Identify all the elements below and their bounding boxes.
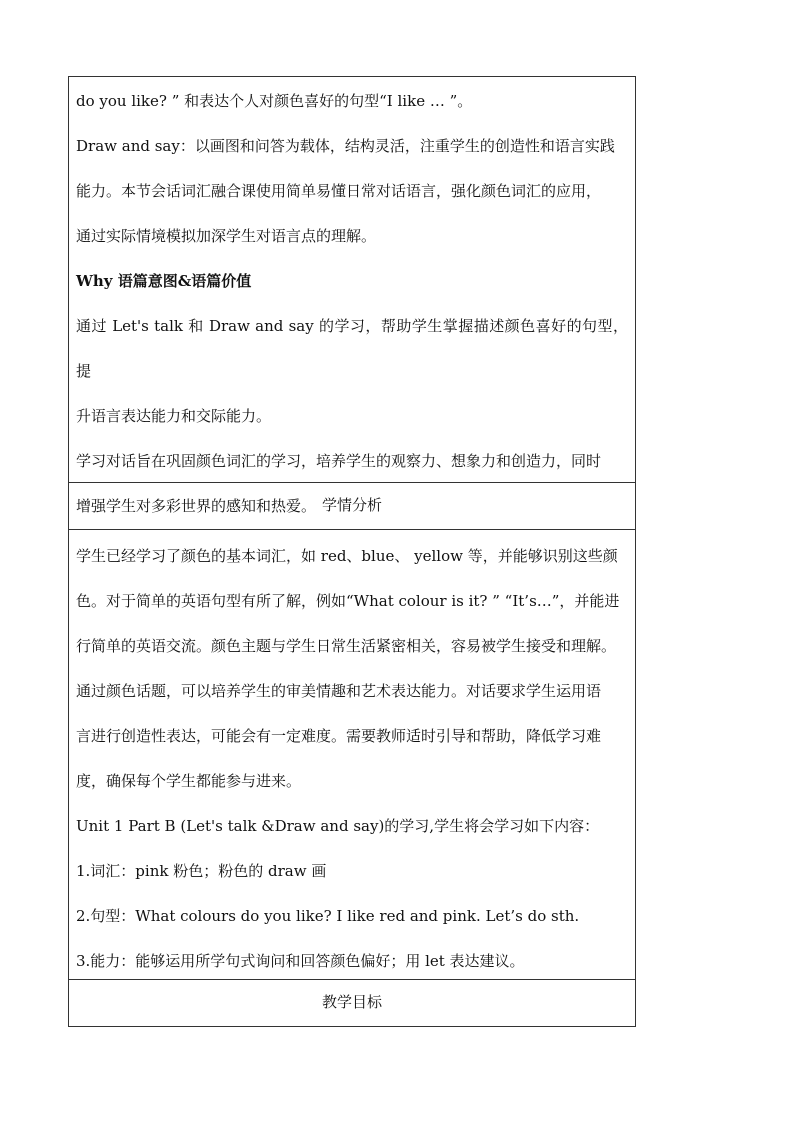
paragraph-line: do you like? ” 和表达个人对颜色喜好的句型“I like … ”。 bbox=[76, 92, 473, 110]
unit-intro-line: Unit 1 Part B (Let's talk &Draw and say)的学习,学生将会学习如下内容： bbox=[76, 817, 600, 835]
paragraph-line: 增强学生对多彩世界的感知和热爱。 bbox=[76, 497, 317, 515]
paragraph-line: 能力。本节会话词汇融合课使用简单易懂日常对话语言，强化颜色词汇的应用， bbox=[76, 182, 602, 200]
ability-item: 3.能力：能够运用所学句式询问和回答颜色偏好；用 let 表达建议。 bbox=[76, 952, 525, 970]
paragraph-line: 度，确保每个学生都能参与进来。 bbox=[76, 772, 302, 790]
paragraph-line: 升语言表达能力和交际能力。 bbox=[76, 407, 272, 425]
paragraph-line: 学习对话旨在巩固颜色词汇的学习，培养学生的观察力、想象力和创造力，同时 bbox=[76, 452, 602, 470]
lesson-plan-table bbox=[68, 76, 636, 1027]
paragraph-line: Draw and say：以画图和问答为载体，结构灵活，注重学生的创造性和语言实践 bbox=[76, 137, 615, 155]
student-analysis-heading: 学情分析 bbox=[69, 482, 635, 529]
vocabulary-item: 1.词汇：pink 粉色；粉色的 draw 画 bbox=[76, 862, 327, 880]
paragraph-line: 通过实际情境模拟加深学生对语言点的理解。 bbox=[76, 227, 377, 245]
paragraph-line: 行简单的英语交流。颜色主题与学生日常生活紧密相关，容易被学生接受和理解。 bbox=[76, 637, 617, 655]
why-heading: Why 语篇意图&语篇价值 bbox=[76, 272, 252, 290]
paragraph-line: 色。对于简单的英语句型有所了解，例如“What colour is it? ” “It’s…”，并能进 bbox=[76, 592, 620, 610]
sentence-pattern-item: 2.句型：What colours do you like? I like red and pink. Let’s do sth. bbox=[76, 907, 580, 925]
paragraph-line: 言进行创造性表达，可能会有一定难度。需要教师适时引导和帮助，降低学习难 bbox=[76, 727, 602, 745]
student-analysis-cell bbox=[69, 529, 635, 979]
paragraph-line: 通过 Let's talk 和 Draw and say 的学习，帮助学生掌握描述颜色喜好的句型，提 bbox=[76, 317, 628, 380]
paragraph-line: 学生已经学习了颜色的基本词汇，如 red、blue、 yellow 等，并能够识别这些颜 bbox=[76, 547, 618, 565]
teaching-goals-heading: 教学目标 bbox=[69, 979, 635, 1026]
paragraph-line: 通过颜色话题，可以培养学生的审美情趣和艺术表达能力。对话要求学生运用语 bbox=[76, 682, 602, 700]
